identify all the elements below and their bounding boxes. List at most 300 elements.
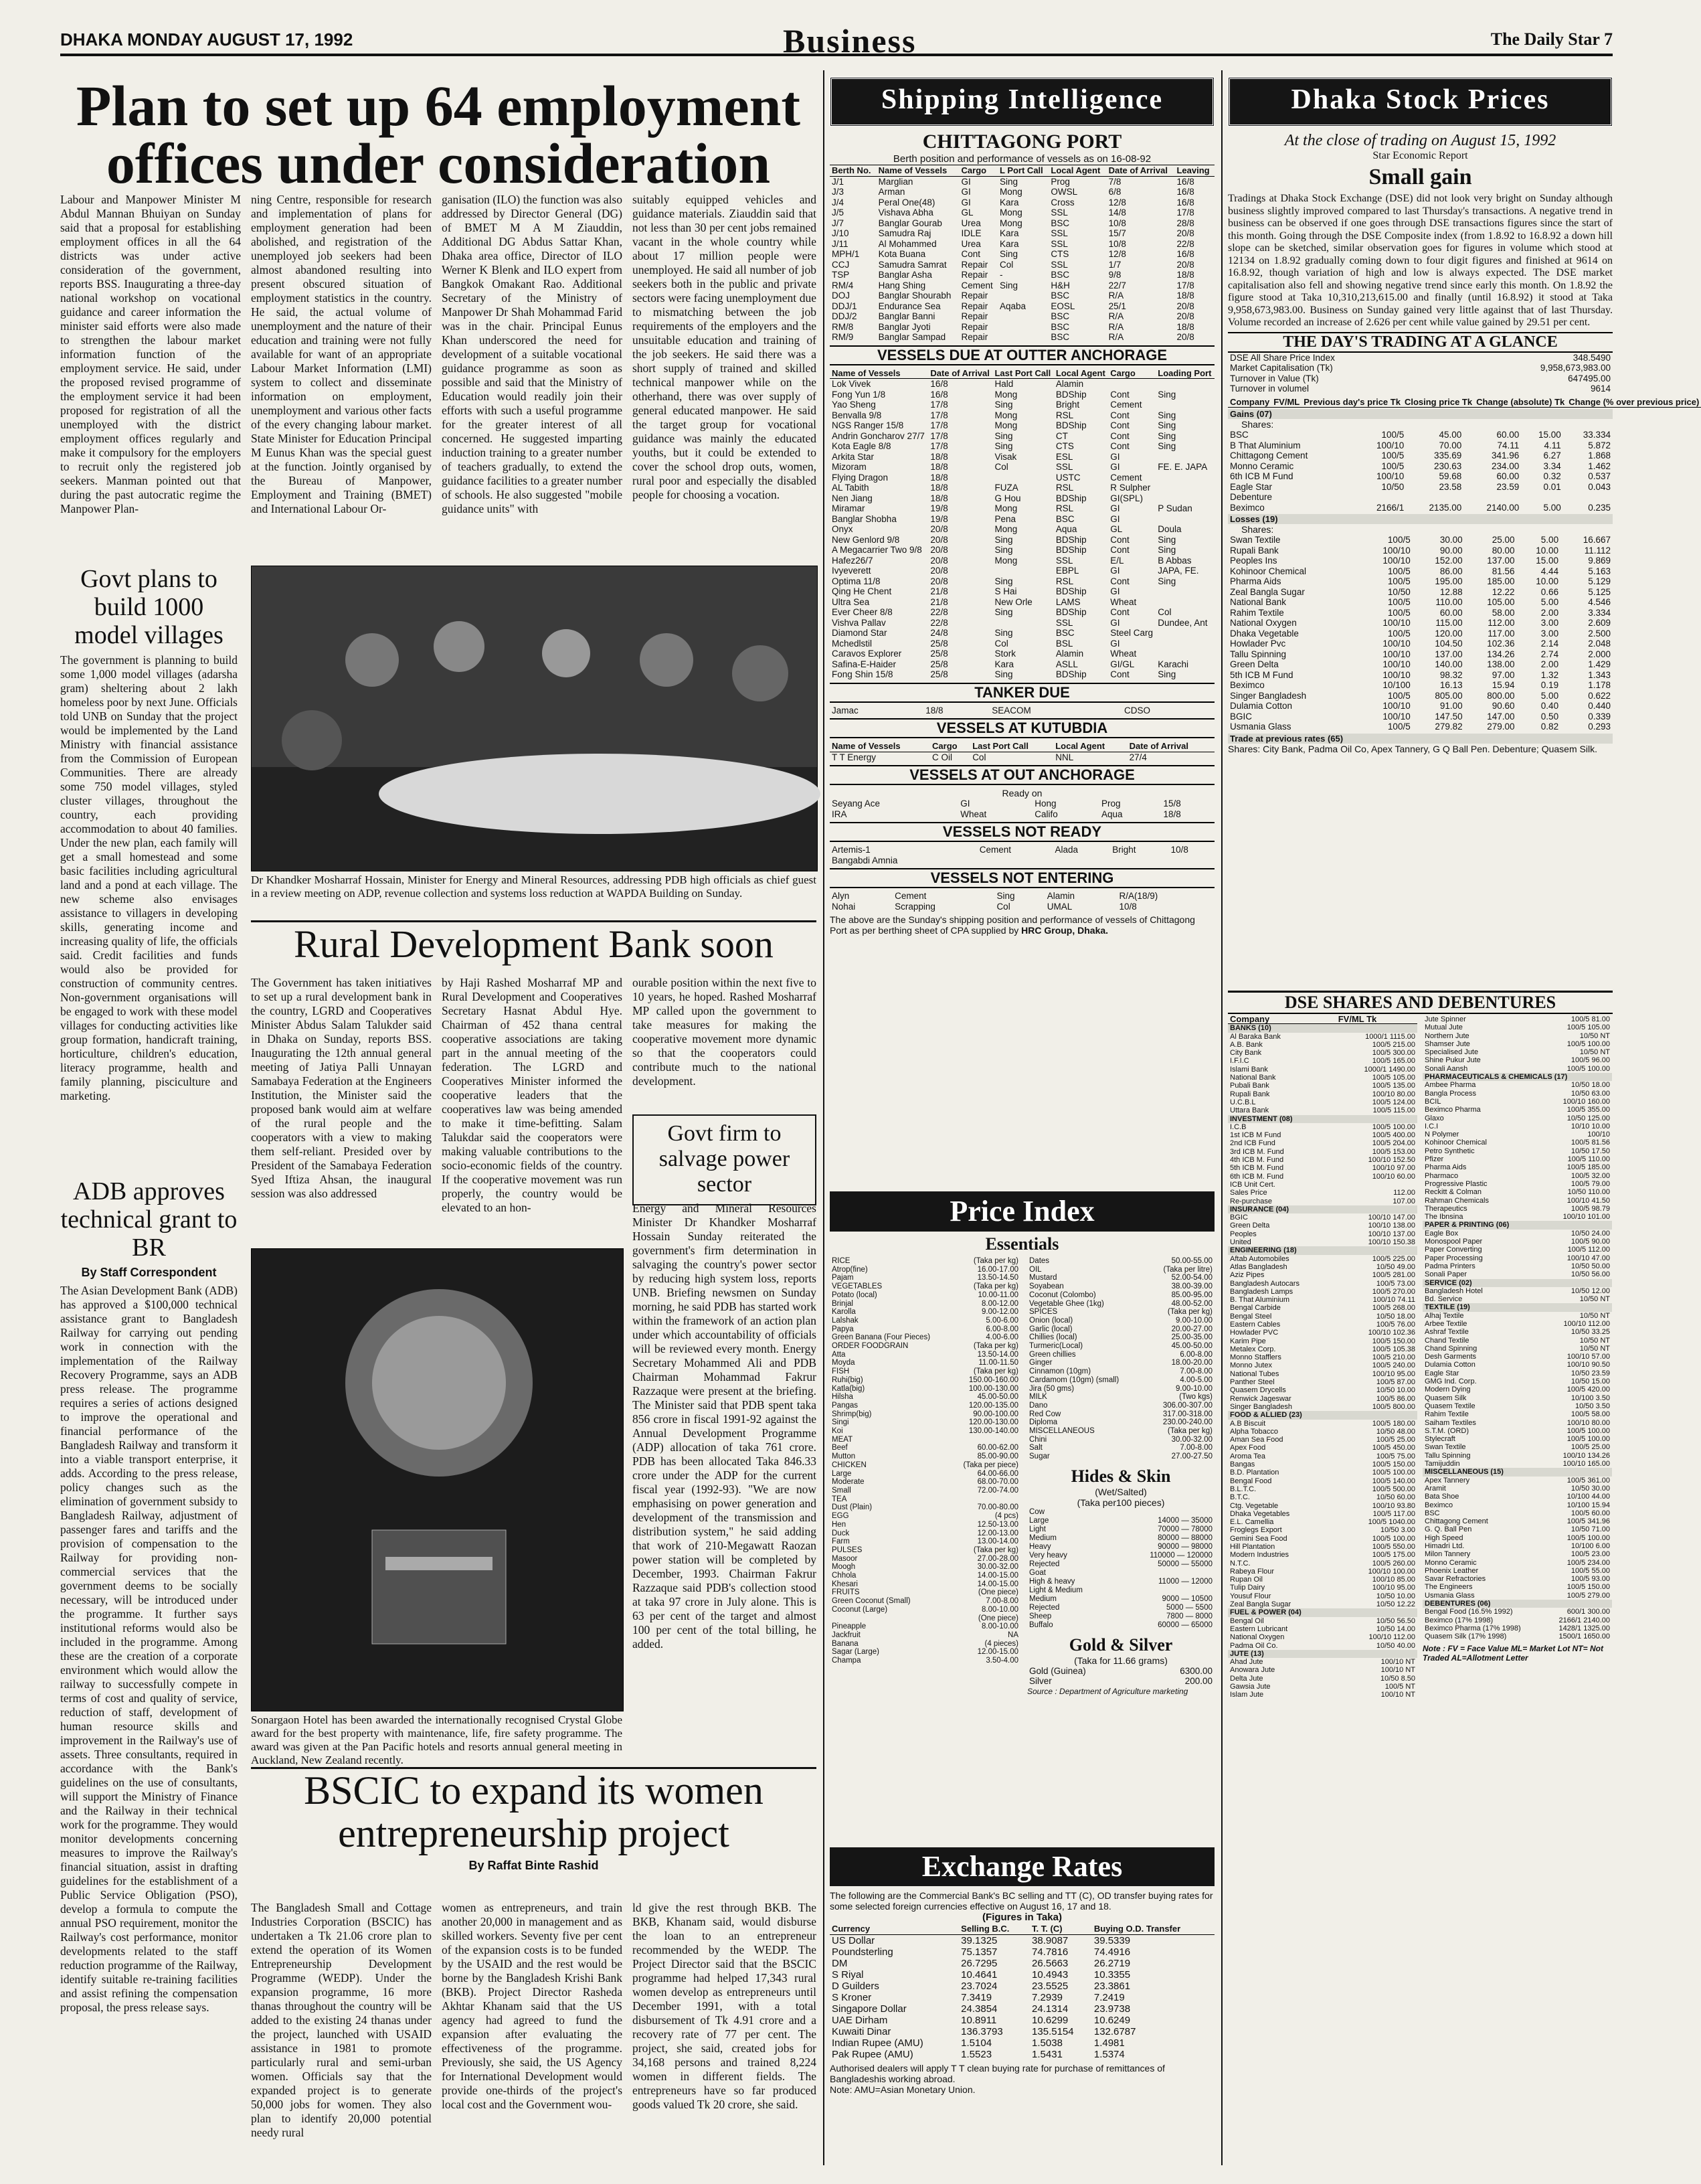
table-cell: Potato (local) <box>832 1290 877 1299</box>
table-cell: 18.00-20.00 <box>1171 1359 1213 1367</box>
table-cell: 11.00-11.50 <box>978 1359 1018 1367</box>
table-cell: 100/10 <box>1382 556 1411 566</box>
table-cell: Peoples <box>1230 1230 1257 1238</box>
table-row <box>1228 1238 1417 1246</box>
table-cell: N.T.C. <box>1230 1559 1251 1568</box>
table-cell: OWSL <box>1051 187 1078 197</box>
table-cell: 5.00 <box>1540 535 1559 545</box>
table-cell: 100/5 165.00 <box>1372 1057 1415 1066</box>
table-cell: 15/7 <box>1108 228 1126 238</box>
table-row <box>830 1614 1020 1623</box>
table-cell: 10/100 <box>1382 680 1411 690</box>
table-cell: (Taka per kg) <box>973 1342 1018 1351</box>
villages-body: The government is planning to build some 1,000 model villages (adarsha gram) sheltering about 2 lakh homeless poor by next June. Officials told UNB on Sunday that the project would be implemented by the Land Ministry with financial assistance from the Commission of European Communities. There are already some 750 model villages, styled cluster villages, throughout the country, each providing accommodation to about 40 families. Under the new plan, each family will get a small homestead and some basic facilities including agricultural land and a pond at each village. The new scheme also envisages assistance to villagers in developing skills, generating income and increasing quality of life, the officials said. Credit facilities and funds would also be provided for construction of community centres. Non-government organisations will be engaged to work with these model villages for conducting activities like group formation, handicraft training, horticulture, children's education, literacy programme, health and family planning, pisciculture and marketing. <box>60 653 238 1102</box>
table-cell: 100/10 160.00 <box>1562 1097 1610 1106</box>
table-cell: Hafez26/7 <box>832 555 873 566</box>
table-row <box>1423 1065 1612 1073</box>
table-cell: BSC <box>1230 430 1249 440</box>
table-cell: 10.4641 <box>961 1969 998 1981</box>
table-cell: 100/5 115.00 <box>1372 1106 1415 1115</box>
table-cell: 100/5 100.00 <box>1372 1122 1415 1131</box>
table-cell: GMG Ind. Corp. <box>1425 1377 1477 1386</box>
table-cell: Monno Jutex <box>1230 1361 1272 1370</box>
table-cell: Alyn <box>832 891 850 901</box>
table-cell: 100/5 175.00 <box>1372 1551 1415 1560</box>
table-cell: 75.1357 <box>961 1946 998 1958</box>
table-cell: Vishava Abha <box>878 207 933 218</box>
table-row <box>1228 1568 1417 1576</box>
table-cell: 147.00 <box>1487 711 1515 722</box>
table-cell: 100/10 41.50 <box>1566 1196 1610 1205</box>
table-cell: Cont <box>1110 669 1130 679</box>
table-cell: 10.00-11.00 <box>978 1290 1018 1299</box>
table-row <box>1228 1280 1417 1288</box>
table-row <box>830 597 1215 608</box>
table-cell: 0.19 <box>1540 680 1559 690</box>
table-cell: 100/10 165.00 <box>1562 1460 1610 1468</box>
table-cell: Salt <box>1029 1444 1043 1452</box>
table-cell: Beximco Pharma (17% 1998) <box>1425 1624 1521 1632</box>
table-cell: 100/10 100.00 <box>1368 1567 1415 1576</box>
out-anchorage-sub: Ready on <box>1002 788 1043 799</box>
table-cell: Sing <box>1158 430 1176 441</box>
table-cell: 5.00 <box>1540 690 1559 701</box>
table-row <box>1423 1534 1612 1542</box>
table-row <box>1228 461 1613 472</box>
table-cell: City Bank <box>1230 1049 1262 1058</box>
table-cell: Al Baraka Bank <box>1230 1032 1281 1041</box>
table-cell: 1.5038 <box>1032 2037 1063 2049</box>
table-cell: BGIC <box>1230 711 1253 722</box>
table-row <box>1027 1376 1215 1385</box>
table-cell: (One piece) <box>978 1588 1018 1597</box>
table-row <box>1228 430 1613 440</box>
table-cell: 100/10 <box>1382 649 1411 659</box>
table-cell: 18/8 <box>930 493 948 503</box>
table-row <box>1423 1180 1612 1188</box>
table-row <box>1423 1147 1612 1155</box>
table-cell <box>1110 855 1168 866</box>
table-cell: I.F.I.C <box>1230 1057 1249 1066</box>
shipping-note-text: The above are the Sunday's shipping position and performance of vessels of Chittagong Port as per berthing sheet of CPA supplied by <box>830 914 1195 936</box>
table-cell: Pena <box>994 513 1016 524</box>
table-cell: Savar Refractories <box>1425 1575 1486 1584</box>
th: Previous day's price Tk <box>1302 397 1403 408</box>
table-row <box>1228 1090 1417 1098</box>
table-cell: Sing <box>1158 410 1176 420</box>
table-row <box>830 1470 1020 1479</box>
gains-sub: Shares: <box>1241 419 1274 430</box>
dateline: DHAKA MONDAY AUGUST 17, 1992 <box>60 29 353 50</box>
table-cell: Urea <box>961 238 981 249</box>
table-cell: 12.88 <box>1439 586 1463 597</box>
table-cell: Bengal Oil <box>1230 1616 1264 1625</box>
th: Date of Arrival <box>1128 741 1215 752</box>
not-entering-table <box>830 891 1215 912</box>
table-cell: 5th ICB M. Fund <box>1230 1164 1284 1173</box>
rural-col-2: by Haji Rashed Mosharraf MP and Rural Development and Cooperatives Secretary Hasnat Abdul Hye. Chairman of 452 thana central cooperative associations are taking part in the annual meeting of the federation. The LGRD and Cooperatives Minister informed the cooperative leaders that the cooperatives law was being amended to make it time-befitting. Salam Talukdar said the cooperators were making valuable contributions to the socio-economic fields of the country. If the cooperative movement was run properly, the country would be elevated to an hon- <box>442 976 622 1214</box>
table-row <box>1423 1287 1612 1295</box>
price-index-banner: Price Index <box>830 1191 1215 1232</box>
table-row <box>1228 628 1613 639</box>
table-cell: 10/100 3.50 <box>1571 1394 1610 1402</box>
table-cell: Atlas Bangladesh <box>1230 1262 1287 1271</box>
th: Berth No. <box>830 165 877 176</box>
table-row <box>830 379 1215 390</box>
table-cell: Jira (50 gms) <box>1029 1384 1075 1393</box>
table-row <box>830 1495 1020 1504</box>
table-row <box>1423 1320 1612 1328</box>
table-cell: 24.3854 <box>961 2003 998 2015</box>
table-row <box>1027 1534 1215 1543</box>
table-cell: SSL <box>1055 617 1073 628</box>
table-cell: 10/50 NT <box>1579 1031 1610 1040</box>
table-row <box>830 1376 1020 1385</box>
dse-credit: Star Economic Report <box>1372 150 1468 161</box>
table-cell: Padma Oil Co. <box>1230 1641 1278 1650</box>
table-cell: 5.125 <box>1588 586 1611 597</box>
debentures-note: Note : FV = Face Value ML= Market Lot NT= Not Traded AL=Allotment Letter <box>1423 1643 1603 1663</box>
table-cell <box>1156 639 1215 649</box>
table-cell: Large <box>1029 1516 1049 1525</box>
table-cell: 102.36 <box>1487 639 1515 649</box>
table-cell: 348.5490 <box>1573 352 1611 363</box>
table-cell: Bangladesh Hotel <box>1425 1286 1483 1295</box>
table-cell: 100/5 76.00 <box>1376 1320 1415 1329</box>
table-cell: Tallu Spinning <box>1230 649 1287 659</box>
table-cell: MPH/1 <box>832 249 860 259</box>
table-row <box>1228 482 1613 493</box>
table-cell: 230.63 <box>1433 460 1462 471</box>
table-cell: Paper Converting <box>1425 1246 1482 1254</box>
table-cell: Pubali Bank <box>1230 1082 1269 1090</box>
table-cell: Usmania Glass <box>1230 722 1291 732</box>
table-cell: 19/8 <box>930 503 948 513</box>
table-row <box>1423 1048 1612 1056</box>
table-cell: 150.00-160.00 <box>968 1375 1018 1384</box>
lead-col-1: Labour and Manpower Minister M Abdul Mannan Bhuiyan on Sunday said that a proposal for establishing employment offices in all the 64 districts was under active consideration of the government, reports BSS. Inaugurating a three-day national workshop on vocational guidance and career information the minister said efforts were also made to strengthen the labour market information function of the employment service. He said, under the proposed revised programme of the employment service it had been proposed for registration of all the unemployed with the district employment offices regularly and make it compulsory for the employers to recruit only the registered job seekers. Manman pointed out that during the past autocratic regime the Manpower Plan- <box>60 193 241 515</box>
exchange-section <box>830 1847 1215 2095</box>
table-cell: BDShip <box>1055 586 1087 596</box>
table-row <box>1228 1131 1417 1139</box>
table-cell: Stylecraft <box>1425 1435 1455 1444</box>
lead-col-3: ganisation (ILO) the function was also addressed by Director General (DG) of BMET M A M Ziauddin, Additional DG Abdus Sattar Khan, Dhaka area office, Director of ILO Werner K Blenk and ILO expert from Bangkok Omakant Rao. Additional Secretary of the Ministry of Manpower Dr Shah Mohammad Farid was in the chair. Principal Eunus Khan underscored the need for development of a suitable vocational guidance programme as soon as possible and said that the Ministry of Education would readily join their efforts with such a useful programme for the greater interest of all concerned. He suggested imparting induction training to a greater number of teachers gradually, to extend the guidance facilities to a greater number of schools. He also suggested "mobile guidance units" with <box>442 193 622 515</box>
table-cell: 20/8 <box>930 576 948 586</box>
table-row <box>1228 1600 1417 1608</box>
table-cell: Banglar Gourab <box>878 218 942 228</box>
table-cell: Caravos Explorer <box>832 649 902 659</box>
table-cell: Dundee, Ant <box>1158 617 1208 628</box>
table-cell: 1.868 <box>1588 450 1611 460</box>
table-row <box>1228 1535 1417 1543</box>
table-cell <box>992 473 1053 483</box>
berth-table <box>830 165 1215 343</box>
table-cell: 3rd ICB M. Fund <box>1230 1147 1284 1156</box>
table-row <box>1423 1616 1612 1624</box>
table-cell: 0.293 <box>1588 722 1611 732</box>
table-cell: Chand Spinning <box>1425 1344 1478 1353</box>
table-cell: Cont <box>1110 410 1130 420</box>
table-row <box>1228 1173 1417 1181</box>
table-row <box>830 1282 1020 1291</box>
table-cell: Alamin <box>1055 379 1084 389</box>
table-row <box>830 1546 1020 1555</box>
table-cell: 100/5 112.00 <box>1567 1246 1610 1254</box>
bscic-headline: BSCIC to expand its women entrepreneurship project <box>304 1768 764 1855</box>
table-row <box>1228 1164 1417 1172</box>
table-cell: B That Aluminium <box>1230 440 1301 450</box>
table-cell: 4.44 <box>1540 566 1559 576</box>
table-cell: 60.00 <box>1439 607 1463 618</box>
table-cell: 100/5 90.00 <box>1571 1238 1610 1246</box>
table-cell: Kohinoor Chemical <box>1425 1139 1487 1147</box>
table-row <box>1423 1394 1612 1402</box>
table-cell: 10/50 18.00 <box>1376 1312 1415 1321</box>
table-row <box>1423 1567 1612 1575</box>
table-row <box>830 197 1215 208</box>
table-cell: 600/1 300.00 <box>1566 1608 1610 1616</box>
table-cell: 2.74 <box>1540 649 1559 659</box>
table-row <box>1228 618 1613 628</box>
table-cell: Alamin <box>1055 649 1084 659</box>
table-cell: Sing <box>1000 280 1018 290</box>
table-cell: 100/5 93.00 <box>1571 1575 1610 1584</box>
th: FV/ML Tk <box>1336 1015 1417 1024</box>
table-cell: B.D. Plantation <box>1230 1468 1279 1477</box>
table-cell: J/7 <box>832 218 844 228</box>
table-cell: 10/50 3.00 <box>1380 1526 1415 1535</box>
table-cell: 100/5 361.00 <box>1566 1476 1610 1485</box>
table-cell: 100/5 185.00 <box>1566 1163 1610 1172</box>
table-cell: 26.2719 <box>1093 1958 1131 1969</box>
table-cell: Quasem Textile <box>1425 1402 1475 1410</box>
table-cell: 10/50 NT <box>1579 1344 1610 1353</box>
table-cell: R Sulpher <box>1110 483 1151 493</box>
table-cell: Progressive Plastic <box>1425 1179 1488 1188</box>
table-cell: 100/5 135.00 <box>1372 1082 1415 1090</box>
table-cell: 100/5 100.00 <box>1566 1435 1610 1444</box>
table-cell: PAPER & PRINTING (06) <box>1423 1221 1612 1229</box>
table-row <box>1228 1271 1417 1279</box>
table-cell: SSL <box>1055 555 1073 566</box>
table-row <box>1228 1106 1417 1114</box>
table-cell: Sing <box>994 576 1013 586</box>
table-cell: 100/10 <box>1376 471 1405 481</box>
table-cell: 30.00-32.00 <box>1171 1435 1213 1444</box>
table-cell: Chittagong Cement <box>1425 1517 1488 1526</box>
table-cell: Ginger <box>1029 1359 1053 1367</box>
table-cell: 27.00-28.00 <box>977 1554 1018 1563</box>
table-cell: 100/10 80.00 <box>1566 1418 1610 1427</box>
debentures-section <box>1228 991 1613 1699</box>
table-cell: Kara <box>1000 197 1019 207</box>
table-cell: SSL <box>1051 238 1068 249</box>
table-cell: 100/5 <box>1387 722 1411 732</box>
table-cell: 100/5 450.00 <box>1372 1444 1415 1452</box>
table-cell: 10.4943 <box>1032 1969 1069 1981</box>
table-row <box>830 1580 1020 1589</box>
table-cell <box>1156 628 1215 639</box>
table-cell: Apex Tannery <box>1425 1476 1470 1485</box>
table-cell: 100/10 <box>1382 711 1411 722</box>
table-cell: 60.00 <box>1496 471 1520 481</box>
losses-sub: Shares: <box>1241 524 1274 535</box>
table-cell: 230.00-240.00 <box>1162 1418 1213 1427</box>
table-cell: 100/5 105.00 <box>1566 1023 1610 1032</box>
table-row <box>1027 1666 1215 1677</box>
table-cell: 100/5 <box>1387 576 1411 586</box>
table-cell: GL <box>1110 524 1123 534</box>
table-cell: Cross <box>1051 197 1075 207</box>
table-cell: 1000/1 1490.00 <box>1364 1065 1415 1074</box>
table-row <box>1228 1683 1417 1691</box>
table-cell: J/3 <box>832 187 844 197</box>
table-cell: 100/5 58.00 <box>1571 1410 1610 1419</box>
glance-title: THE DAY'S TRADING AT A GLANCE <box>1228 332 1613 353</box>
table-cell: Endurance Sea <box>878 301 941 311</box>
table-cell: 100/5 86.00 <box>1376 1394 1415 1403</box>
table-row <box>1228 1337 1417 1345</box>
table-cell: Gemini Sea Food <box>1230 1534 1287 1543</box>
table-cell: Mong <box>1000 187 1022 197</box>
th: FV/ML <box>1271 397 1302 408</box>
table-row <box>1423 1205 1612 1213</box>
table-cell: Saiham Textiles <box>1425 1418 1476 1427</box>
table-cell: 17/8 <box>1176 207 1194 218</box>
table-cell: 14.00-15.00 <box>977 1580 1018 1588</box>
table-cell: Hill Plantation <box>1230 1543 1275 1551</box>
table-cell: Silver <box>1029 1676 1052 1687</box>
table-cell: 104.50 <box>1435 639 1463 649</box>
table-cell: Mutton <box>832 1452 856 1461</box>
losses-title: Losses (19) <box>1228 514 1613 524</box>
table-cell: Green Coconut (Small) <box>832 1597 911 1606</box>
table-cell: Peoples Ins <box>1230 556 1277 566</box>
table-row <box>830 400 1215 410</box>
table-cell: 10/10 10.00 <box>1571 1122 1610 1130</box>
table-row <box>1228 1560 1417 1568</box>
table-cell: Dust (Plain) <box>832 1503 873 1512</box>
table-row <box>830 1597 1020 1606</box>
table-cell: EBPL <box>1055 566 1079 576</box>
table-cell: Col <box>972 752 986 762</box>
table-row <box>1228 1222 1417 1230</box>
table-cell: Cow <box>1029 1507 1045 1516</box>
table-cell: Kuwaiti Dinar <box>832 2026 891 2037</box>
table-cell: MEAT <box>832 1435 853 1444</box>
table-row <box>830 1555 1020 1564</box>
table-cell: 10/8 <box>1170 845 1188 855</box>
table-cell: H&H <box>1051 280 1070 290</box>
table-cell: Stork <box>994 649 1016 659</box>
table-row <box>1228 1370 1417 1378</box>
table-cell <box>951 1495 1020 1504</box>
table-cell: 60.00 <box>1496 430 1520 440</box>
table-cell: 10/50 10.00 <box>1376 1386 1415 1395</box>
table-cell: 100/5 105.38 <box>1372 1345 1415 1353</box>
table-cell: 120.00 <box>1435 628 1463 639</box>
hides-table <box>1027 1508 1215 1630</box>
table-cell: 100/10 47.00 <box>1566 1254 1610 1262</box>
table-cell: Bengal Food <box>1230 1477 1272 1485</box>
table-cell: SSL <box>1051 228 1068 238</box>
table-row <box>1423 1139 1612 1147</box>
table-cell: 100/10 NT <box>1380 1658 1415 1667</box>
table-cell: 100/5 73.00 <box>1376 1279 1415 1288</box>
table-cell: 100/5 341.96 <box>1566 1517 1610 1526</box>
table-cell: Mutual Jute <box>1425 1023 1463 1032</box>
table-cell: Col <box>994 462 1008 472</box>
table-cell: 23.7024 <box>961 1981 998 1992</box>
table-cell: Benvalla 9/8 <box>832 410 882 420</box>
table-row <box>1228 1156 1417 1164</box>
table-cell: 18/8 <box>930 472 948 483</box>
table-row <box>1027 1676 1215 1687</box>
bscic-byline: By Raffat Binte Rashid <box>468 1859 599 1872</box>
table-cell: 50000 — 55000 <box>1158 1560 1213 1568</box>
table-cell: Diamond Star <box>832 628 887 638</box>
table-cell: SEACOM <box>992 705 1031 716</box>
table-cell: 2.000 <box>1588 649 1611 659</box>
table-cell: GI <box>1110 462 1120 472</box>
table-row <box>1228 1066 1417 1074</box>
table-row <box>830 218 1215 229</box>
table-cell: 100/5 500.00 <box>1372 1485 1415 1493</box>
table-cell: 10.00 <box>1536 545 1559 556</box>
table-row <box>1027 1621 1215 1630</box>
table-cell: JUTE (13) <box>1228 1650 1417 1658</box>
table-cell: 12.22 <box>1492 586 1515 597</box>
table-cell: 120.00-130.00 <box>968 1418 1018 1427</box>
table-cell: Bangladesh Autocars <box>1230 1279 1300 1288</box>
table-row <box>1423 1369 1612 1377</box>
table-row <box>830 483 1215 493</box>
table-cell: 136.3793 <box>961 2026 1003 2037</box>
table-cell: 100/5 550.00 <box>1372 1543 1415 1551</box>
debentures-title: DSE SHARES AND DEBENTURES <box>1228 991 1613 1014</box>
table-cell: Tallu Spinning <box>1425 1451 1471 1460</box>
table-row <box>1027 1525 1215 1534</box>
table-row <box>1423 1172 1612 1180</box>
table-cell: 20.00-27.00 <box>1171 1325 1213 1333</box>
table-cell: S Hai <box>994 586 1017 596</box>
table-cell: 100/5 98.79 <box>1571 1204 1610 1213</box>
table-cell: DOJ <box>832 290 850 301</box>
table-row <box>830 639 1215 649</box>
table-cell: 9614 <box>1590 384 1611 394</box>
table-cell: 18/8 <box>1176 270 1194 280</box>
table-row <box>1027 1402 1215 1410</box>
table-row <box>830 249 1215 260</box>
table-cell: 100/5 100.00 <box>1566 1426 1610 1435</box>
table-cell: National Bank <box>1230 1074 1276 1082</box>
table-cell: 100/10 <box>1382 669 1411 680</box>
table-row <box>830 270 1215 280</box>
table-row <box>1228 1543 1417 1551</box>
table-cell: Quasem Drycells <box>1230 1386 1286 1395</box>
table-cell: 7.2419 <box>1093 1992 1125 2003</box>
table-cell: 30.00 <box>1439 535 1463 545</box>
table-cell: BSC <box>1055 513 1075 524</box>
table-cell: 2.00 <box>1540 659 1559 669</box>
table-cell: 10.8911 <box>961 2015 997 2026</box>
table-cell: 20/8 <box>930 524 948 534</box>
table-cell: 10/50 49.00 <box>1376 1262 1415 1271</box>
table-cell: 0.339 <box>1588 711 1611 722</box>
table-cell: 23.59 <box>1496 481 1520 492</box>
table-row <box>1228 1592 1417 1600</box>
table-cell: The Ibnsina <box>1425 1213 1463 1222</box>
